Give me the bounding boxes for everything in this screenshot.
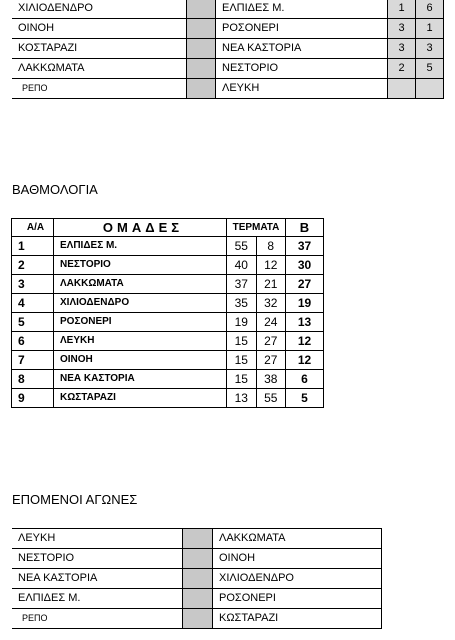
away-team: ΡΟΣΟΝΕΡΙ: [213, 589, 382, 609]
away-team: ΧΙΛΙΟΔΕΝΔΡΟ: [213, 569, 382, 589]
position: 7: [12, 351, 54, 370]
goals-for: 15: [227, 370, 257, 389]
home-score: 3: [388, 39, 416, 59]
standings-row: [12, 275, 324, 294]
result-row: [12, 59, 444, 79]
away-score: [416, 79, 444, 99]
standings-title: ΒΑΘΜΟΛΟΓΙΑ: [12, 182, 98, 197]
away-score: 1: [416, 19, 444, 39]
separator-cell: [187, 19, 216, 39]
team-name: ΛΑΚΚΩΜΑΤΑ: [54, 275, 227, 294]
fixture-row: [12, 529, 382, 549]
standings-row: [12, 332, 324, 351]
away-team: ΕΛΠΙΔΕΣ Μ.: [216, 0, 388, 19]
home-score: 2: [388, 59, 416, 79]
position: 6: [12, 332, 54, 351]
separator-cell: [187, 79, 216, 99]
upcoming-table: [12, 528, 382, 629]
standings-row: [12, 370, 324, 389]
goals-for: 15: [227, 351, 257, 370]
goals-for: 35: [227, 294, 257, 313]
goals-against: 38: [256, 370, 286, 389]
points: 12: [286, 332, 324, 351]
away-team: ΟΙΝΟΗ: [213, 549, 382, 569]
points: 27: [286, 275, 324, 294]
goals-against: 12: [256, 256, 286, 275]
team-name: ΚΩΣΤΑΡΑΖΙ: [54, 389, 227, 408]
separator-cell: [187, 0, 216, 19]
team-name: ΕΛΠΙΔΕΣ Μ.: [54, 237, 227, 256]
home-score: [388, 79, 416, 99]
home-team: ΚΟΣΤΑΡΑΖΙ: [12, 39, 187, 59]
results-table: [12, 0, 444, 99]
standings-table: [11, 218, 324, 408]
goals-against: 32: [256, 294, 286, 313]
away-team: ΛΕΥΚΗ: [216, 79, 388, 99]
away-team: ΡΟΣΟΝΕΡΙ: [216, 19, 388, 39]
separator-cell: [187, 39, 216, 59]
fixture-row: [12, 569, 382, 589]
home-team: ΝΕΣΤΟΡΙΟ: [12, 549, 183, 569]
standings-row: [12, 313, 324, 332]
result-row: [12, 79, 444, 99]
points: 37: [286, 237, 324, 256]
home-team: ΛΕΥΚΗ: [12, 529, 183, 549]
team-name: ΝΕΑ ΚΑΣΤΟΡΙΑ: [54, 370, 227, 389]
header-position: Α/Α: [12, 219, 54, 237]
goals-for: 55: [227, 237, 257, 256]
goals-for: 40: [227, 256, 257, 275]
standings-row: [12, 389, 324, 408]
standings-row: [12, 237, 324, 256]
away-team: ΚΩΣΤΑΡΑΖΙ: [213, 609, 382, 629]
points: 30: [286, 256, 324, 275]
team-name: ΝΕΣΤΟΡΙΟ: [54, 256, 227, 275]
separator-cell: [183, 569, 213, 589]
goals-against: 21: [256, 275, 286, 294]
home-team: ΕΛΠΙΔΕΣ Μ.: [12, 589, 183, 609]
header-teams: ΟΜΑΔΕΣ: [54, 219, 227, 237]
goals-against: 24: [256, 313, 286, 332]
separator-cell: [183, 529, 213, 549]
away-team: ΝΕΑ ΚΑΣΤΟΡΙΑ: [216, 39, 388, 59]
standings-row: [12, 351, 324, 370]
upcoming-title: ΕΠΟΜΕΝΟΙ ΑΓΩΝΕΣ: [12, 492, 138, 507]
team-name: ΛΕΥΚΗ: [54, 332, 227, 351]
home-score: 3: [388, 19, 416, 39]
result-row: [12, 19, 444, 39]
standings-row: [12, 294, 324, 313]
result-row: [12, 0, 444, 19]
fixture-row: [12, 589, 382, 609]
points: 19: [286, 294, 324, 313]
result-row: [12, 39, 444, 59]
goals-against: 27: [256, 351, 286, 370]
separator-cell: [183, 589, 213, 609]
away-score: 3: [416, 39, 444, 59]
away-score: 5: [416, 59, 444, 79]
separator-cell: [183, 549, 213, 569]
goals-for: 37: [227, 275, 257, 294]
separator-cell: [183, 609, 213, 629]
goals-for: 19: [227, 313, 257, 332]
away-team: ΛΑΚΚΩΜΑΤΑ: [213, 529, 382, 549]
goals-for: 15: [227, 332, 257, 351]
position: 8: [12, 370, 54, 389]
standings-row: [12, 256, 324, 275]
home-score: 1: [388, 0, 416, 19]
points: 6: [286, 370, 324, 389]
home-team: ΧΙΛΙΟΔΕΝΔΡΟ: [12, 0, 187, 19]
header-points: Β: [286, 219, 324, 237]
goals-against: 8: [256, 237, 286, 256]
goals-against: 55: [256, 389, 286, 408]
position: 9: [12, 389, 54, 408]
position: 4: [12, 294, 54, 313]
position: 1: [12, 237, 54, 256]
home-team: ΝΕΑ ΚΑΣΤΟΡΙΑ: [12, 569, 183, 589]
goals-against: 27: [256, 332, 286, 351]
home-team: ΟΙΝΟΗ: [12, 19, 187, 39]
team-name: ΧΙΛΙΟΔΕΝΔΡΟ: [54, 294, 227, 313]
home-team: ΛΑΚΚΩΜΑΤΑ: [12, 59, 187, 79]
standings-header-row: [12, 219, 324, 237]
points: 13: [286, 313, 324, 332]
fixture-row: [12, 609, 382, 629]
home-team: ΡΕΠΟ: [12, 79, 187, 99]
team-name: ΟΙΝΟΗ: [54, 351, 227, 370]
team-name: ΡΟΣΟΝΕΡΙ: [54, 313, 227, 332]
header-goals: ΤΕΡΜΑΤΑ: [227, 219, 286, 237]
away-score: 6: [416, 0, 444, 19]
fixture-row: [12, 549, 382, 569]
points: 12: [286, 351, 324, 370]
goals-for: 13: [227, 389, 257, 408]
points: 5: [286, 389, 324, 408]
separator-cell: [187, 59, 216, 79]
away-team: ΝΕΣΤΟΡΙΟ: [216, 59, 388, 79]
position: 5: [12, 313, 54, 332]
position: 2: [12, 256, 54, 275]
position: 3: [12, 275, 54, 294]
home-team: ΡΕΠΟ: [12, 609, 183, 629]
